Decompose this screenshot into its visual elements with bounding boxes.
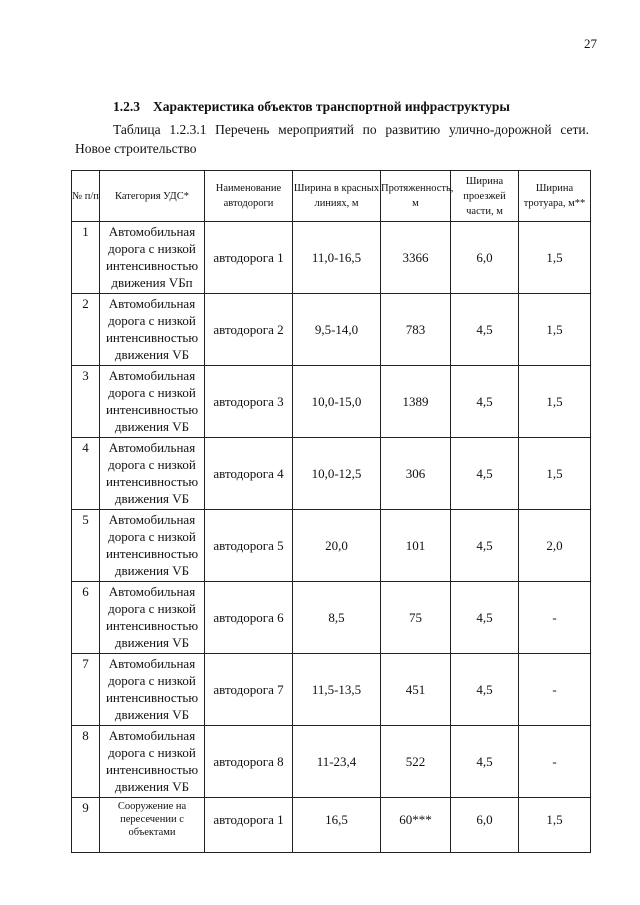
- cell-length: 522: [381, 726, 451, 798]
- cell-length: 101: [381, 510, 451, 582]
- cell-length: 75: [381, 582, 451, 654]
- header-red-lines-width: Ширина в красных линиях, м: [293, 171, 381, 222]
- page-number: 27: [584, 36, 597, 51]
- cell-carriageway-width: 4,5: [451, 366, 519, 438]
- header-category: Категория УДС*: [100, 171, 205, 222]
- cell-category: Автомобильная дорога с низкой интенсивностью движения VБ: [100, 726, 205, 798]
- cell-length: 783: [381, 294, 451, 366]
- table-row: [72, 582, 591, 654]
- cell-sidewalk-width: 2,0: [519, 510, 591, 582]
- table-row: [72, 654, 591, 726]
- cell-sidewalk-width: 1,5: [519, 294, 591, 366]
- cell-road-name: автодорога 4: [205, 438, 293, 510]
- cell-index: 6: [72, 582, 100, 654]
- cell-road-name: автодорога 5: [205, 510, 293, 582]
- cell-category: Автомобильная дорога с низкой интенсивностью движения VБ: [100, 654, 205, 726]
- cell-red-lines-width: 20,0: [293, 510, 381, 582]
- cell-length: 451: [381, 654, 451, 726]
- cell-red-lines-width: 11-23,4: [293, 726, 381, 798]
- cell-road-name: автодорога 1: [205, 798, 293, 853]
- cell-category: Автомобильная дорога с низкой интенсивностью движения VБ: [100, 366, 205, 438]
- cell-length: 1389: [381, 366, 451, 438]
- cell-carriageway-width: 4,5: [451, 438, 519, 510]
- cell-sidewalk-width: 1,5: [519, 222, 591, 294]
- cell-carriageway-width: 4,5: [451, 582, 519, 654]
- section-title: Характеристика объектов транспортной инфраструктуры: [153, 99, 510, 114]
- cell-red-lines-width: 10,0-12,5: [293, 438, 381, 510]
- header-road-name: Наименование автодороги: [205, 171, 293, 222]
- cell-category: Сооружение на пересечении с объектами: [100, 798, 205, 853]
- cell-carriageway-width: 4,5: [451, 510, 519, 582]
- cell-road-name: автодорога 1: [205, 222, 293, 294]
- cell-sidewalk-width: -: [519, 654, 591, 726]
- cell-carriageway-width: 6,0: [451, 222, 519, 294]
- header-length: Протяженность, м: [381, 171, 451, 222]
- table-row: [72, 222, 591, 294]
- cell-red-lines-width: 9,5-14,0: [293, 294, 381, 366]
- table-row: [72, 726, 591, 798]
- cell-category: Автомобильная дорога с низкой интенсивностью движения VБ: [100, 582, 205, 654]
- cell-road-name: автодорога 8: [205, 726, 293, 798]
- cell-category: Автомобильная дорога с низкой интенсивностью движения VБп: [100, 222, 205, 294]
- cell-index: 3: [72, 366, 100, 438]
- section-heading: [113, 99, 510, 115]
- cell-category: Автомобильная дорога с низкой интенсивностью движения VБ: [100, 510, 205, 582]
- cell-sidewalk-width: -: [519, 726, 591, 798]
- cell-carriageway-width: 6,0: [451, 798, 519, 853]
- cell-length: 60***: [381, 798, 451, 853]
- cell-road-name: автодорога 7: [205, 654, 293, 726]
- header-sidewalk-width: Ширина тротуара, м**: [519, 171, 591, 222]
- cell-sidewalk-width: 1,5: [519, 366, 591, 438]
- table-caption: Таблица 1.2.3.1 Перечень мероприятий по развитию улично-дорожной сети. Новое строительство: [75, 122, 589, 156]
- cell-sidewalk-width: 1,5: [519, 798, 591, 853]
- cell-sidewalk-width: -: [519, 582, 591, 654]
- cell-index: 2: [72, 294, 100, 366]
- section-number: 1.2.3: [113, 99, 140, 114]
- cell-index: 1: [72, 222, 100, 294]
- cell-length: 306: [381, 438, 451, 510]
- table-row: [72, 438, 591, 510]
- cell-index: 4: [72, 438, 100, 510]
- cell-red-lines-width: 11,5-13,5: [293, 654, 381, 726]
- cell-length: 3366: [381, 222, 451, 294]
- cell-red-lines-width: 8,5: [293, 582, 381, 654]
- table-row: [72, 510, 591, 582]
- cell-red-lines-width: 16,5: [293, 798, 381, 853]
- cell-index: 5: [72, 510, 100, 582]
- table-row: [72, 366, 591, 438]
- cell-category: Автомобильная дорога с низкой интенсивностью движения VБ: [100, 294, 205, 366]
- table-row: [72, 294, 591, 366]
- cell-road-name: автодорога 6: [205, 582, 293, 654]
- cell-index: 9: [72, 798, 100, 853]
- header-carriageway-width: Ширина проезжей части, м: [451, 171, 519, 222]
- cell-carriageway-width: 4,5: [451, 654, 519, 726]
- cell-red-lines-width: 10,0-15,0: [293, 366, 381, 438]
- cell-index: 7: [72, 654, 100, 726]
- table-header-row: [72, 171, 591, 222]
- cell-road-name: автодорога 3: [205, 366, 293, 438]
- cell-category: Автомобильная дорога с низкой интенсивностью движения VБ: [100, 438, 205, 510]
- road-network-table: [71, 170, 591, 853]
- cell-carriageway-width: 4,5: [451, 726, 519, 798]
- cell-carriageway-width: 4,5: [451, 294, 519, 366]
- table-row: [72, 798, 591, 853]
- cell-index: 8: [72, 726, 100, 798]
- cell-road-name: автодорога 2: [205, 294, 293, 366]
- header-index: № п/п: [72, 171, 100, 222]
- cell-red-lines-width: 11,0-16,5: [293, 222, 381, 294]
- cell-sidewalk-width: 1,5: [519, 438, 591, 510]
